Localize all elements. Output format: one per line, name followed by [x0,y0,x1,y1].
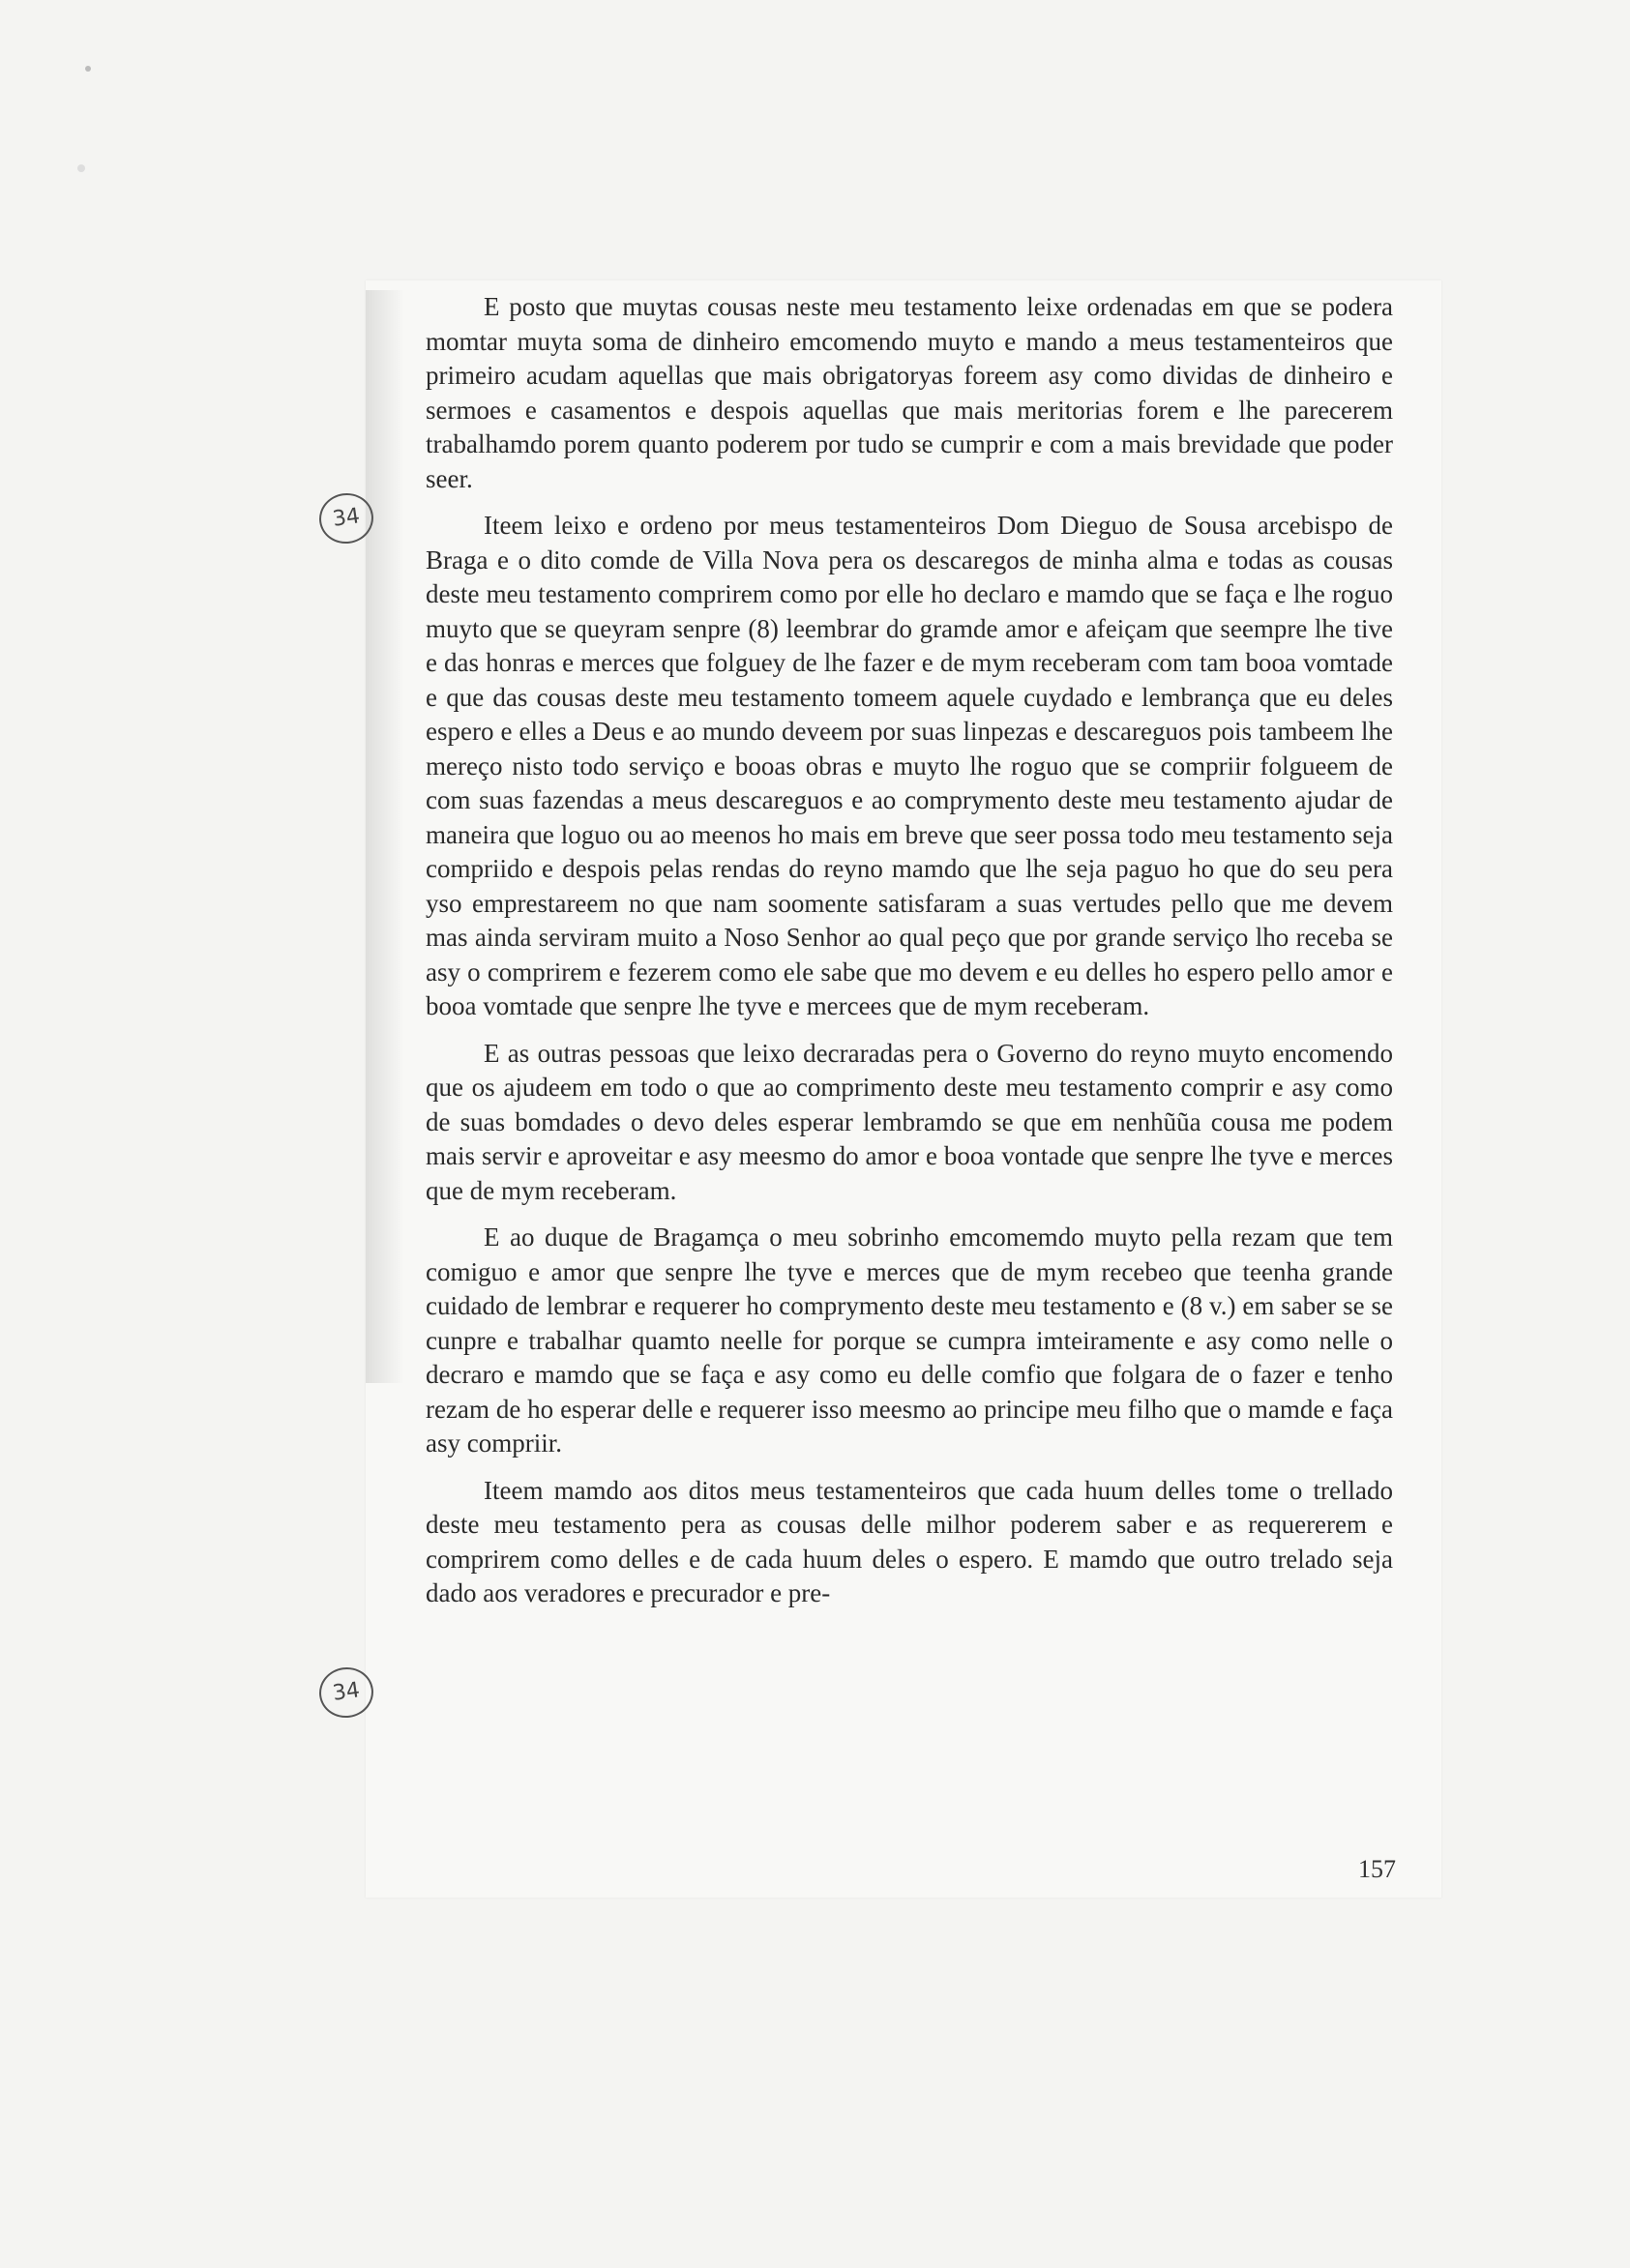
paragraph: E posto que muytas cousas neste meu testamento leixe ordenadas em que se podera momtar muyta soma de dinheiro emcomendo muyto e mando a meus testamenteiros que primeiro acudam aquellas que mais obrigatoryas foreem asy como dividas de dinheiro e sermoes e casamentos e despois aquellas que mais meritorias forem e lhe parecerem trabalhamdo porem quanto poderem por tudo se cumprir e com a mais brevidade que poder seer. [426,292,1393,493]
binding-shadow [366,290,404,1383]
margin-annotation: 34 [316,489,377,546]
paragraph: Iteem mamdo aos ditos meus testamenteiros que cada huum delles tome o trellado deste meu testamento pera as cousas delle milhor poderem saber e as requererem e comprirem como delles e de cada huum deles o espero. E mamdo que outro trelado seja dado aos veradores e precurador e pre- [426,1475,1393,1607]
paragraph: E ao duque de Bragamça o meu sobrinho emcomemdo muyto pella rezam que tem comiguo e amor que senpre lhe tyve e merces que de mym recebeo que teenha grande cuidado de lembrar e requerer ho comprymento deste meu testamento e (8 v.) em saber se se cunpre e trabalhar quamto neelle for porque se cumpra imteiramente e asy como nelle o decraro e mamdo que se faça e asy como eu delle comfio que folgara de o fazer e tenho rezam de ho esperar delle e requerer isso meesmo ao principe meu filho que o mamde e faça asy compriir. [426,1222,1393,1458]
page-number: 157 [1358,1855,1396,1883]
paper-speck [85,66,91,72]
document-body [426,290,1393,1611]
paragraph: E as outras pessoas que leixo decraradas pera o Governo do reyno muyto encomendo que os ajudeem em todo o que ao comprimento deste meu testamento comprir e asy como de suas bomdades o devo deles esperar lembramdo se que em nenhũũa cousa me podem mais servir e aproveitar e asy meesmo do amor e booa vontade que senpre lhe tyve e merces que de mym receberam. [426,1038,1393,1205]
paper-speck [77,164,85,172]
margin-annotation: 34 [316,1664,377,1721]
paragraph: Iteem leixo e ordeno por meus testamenteiros Dom Dieguo de Sousa arcebispo de Braga e o dito comde de Villa Nova pera os descaregos de minha alma e todas as cousas deste meu testamento comprirem como por elle ho declaro e mamdo que se faça e lhe roguo muyto que se queyram senpre (8) leembrar do gramde amor e afeiçam que seempre lhe tive e das honras e merces que folguey de lhe fazer e de mym receberam com tam booa vomtade e que das cousas deste meu testamento tomeem aquele cuydado e lembrança que eu deles espero e elles a Deus e ao mundo deveem por suas linpezas e descareguos pois tambeem lhe mereço nisto todo serviço e booas obras e muyto lhe roguo que se compriir folgueem de com suas fazendas a meus descareguos e ao comprymento deste meu testamento ajudar de maneira que loguo ou ao meenos ho mais em breve que seer possa todo meu testamento seja compriido e despois pelas rendas do reyno mamdo que lhe seja paguo ho que do seu pera yso emprestareem no que nam soomente satisfaram a suas vertudes pello que me devem mas ainda serviram muito a Noso Senhor ao qual peço que por grande serviço lho receba se asy o comprirem e fezerem como ele sabe que mo devem e eu delles ho espero pello amor e booa vomtade que senpre lhe tyve e mercees que de mym receberam. [426,511,1393,1020]
